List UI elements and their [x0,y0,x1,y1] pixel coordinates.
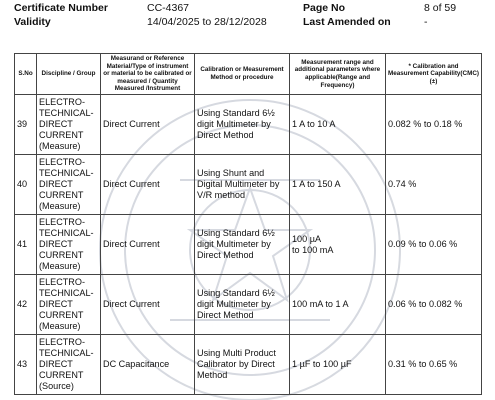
validity-value: 14/04/2025 to 28/12/2028 [147,16,267,28]
header-method: Calibration or Measurement Method or procedure [195,54,290,95]
cell-method: Using Standard 6½ digit Multimeter by Direct Method [195,215,290,275]
header-discipline: Discipline / Group [37,54,101,95]
cell-range: 100 mA to 1 A [290,275,386,335]
page-no-label: Page No [303,2,346,14]
cell-sno: 41 [15,215,37,275]
cell-sno: 42 [15,275,37,335]
cell-measurand: Direct Current [101,275,195,335]
cell-range: 1 A to 150 A [290,155,386,215]
cell-range: 1 µF to 100 µF [290,335,386,395]
cell-measurand: Direct Current [101,95,195,155]
cell-measurand: Direct Current [101,215,195,275]
cell-cmc: 0.74 % [386,155,482,215]
cell-discipline: ELECTRO- TECHNICAL- DIRECT CURRENT (Source) [37,335,101,395]
certificate-number-value: CC-4367 [147,2,190,14]
cell-cmc: 0.09 % to 0.06 % [386,215,482,275]
cell-cmc: 0.06 % to 0.082 % [386,275,482,335]
cell-sno: 43 [15,335,37,395]
last-amended-label: Last Amended on [303,16,391,28]
cell-method: Using Multi Product Calibrator by Direct Method [195,335,290,395]
validity-label: Validity [14,16,51,28]
cell-discipline: ELECTRO- TECHNICAL- DIRECT CURRENT (Measure) [37,275,101,335]
cell-sno: 39 [15,95,37,155]
table-row [15,335,482,395]
certificate-number-label: Certificate Number [14,2,108,14]
cell-discipline: ELECTRO- TECHNICAL- DIRECT CURRENT (Measure) [37,155,101,215]
cell-sno: 40 [15,155,37,215]
last-amended-value: - [424,16,428,28]
cell-range: 1 A to 10 A [290,95,386,155]
cell-method: Using Standard 6½ digit Multimeter by Direct Method [195,275,290,335]
table-row [15,275,482,335]
header-cmc: * Calibration and Measurement Capability(CMC)(±) [386,54,482,95]
cell-cmc: 0.31 % to 0.65 % [386,335,482,395]
cell-discipline: ELECTRO- TECHNICAL- DIRECT CURRENT (Measure) [37,95,101,155]
cell-measurand: DC Capacitance [101,335,195,395]
table-row [15,215,482,275]
cell-range: 100 µA to 100 mA [290,215,386,275]
table-row [15,95,482,155]
scope-table [14,53,482,395]
header-sno: S.No [15,54,37,95]
header-range: Measurement range and additional parameters where applicable(Range and Frequency) [290,54,386,95]
page-no-value: 8 of 59 [424,2,457,14]
table-header-row [15,54,482,95]
table-row [15,155,482,215]
cell-cmc: 0.082 % to 0.18 % [386,95,482,155]
cell-discipline: ELECTRO- TECHNICAL- DIRECT CURRENT (Measure) [37,215,101,275]
cell-measurand: Direct Current [101,155,195,215]
cell-method: Using Standard 6½ digit Multimeter by Direct Method [195,95,290,155]
cell-method: Using Shunt and Digital Multimeter by V/R method [195,155,290,215]
header-measurand: Measurand or Reference Material/Type of instrument or material to be calibrated or measured / Quantity Measured /Instrument [101,54,195,95]
